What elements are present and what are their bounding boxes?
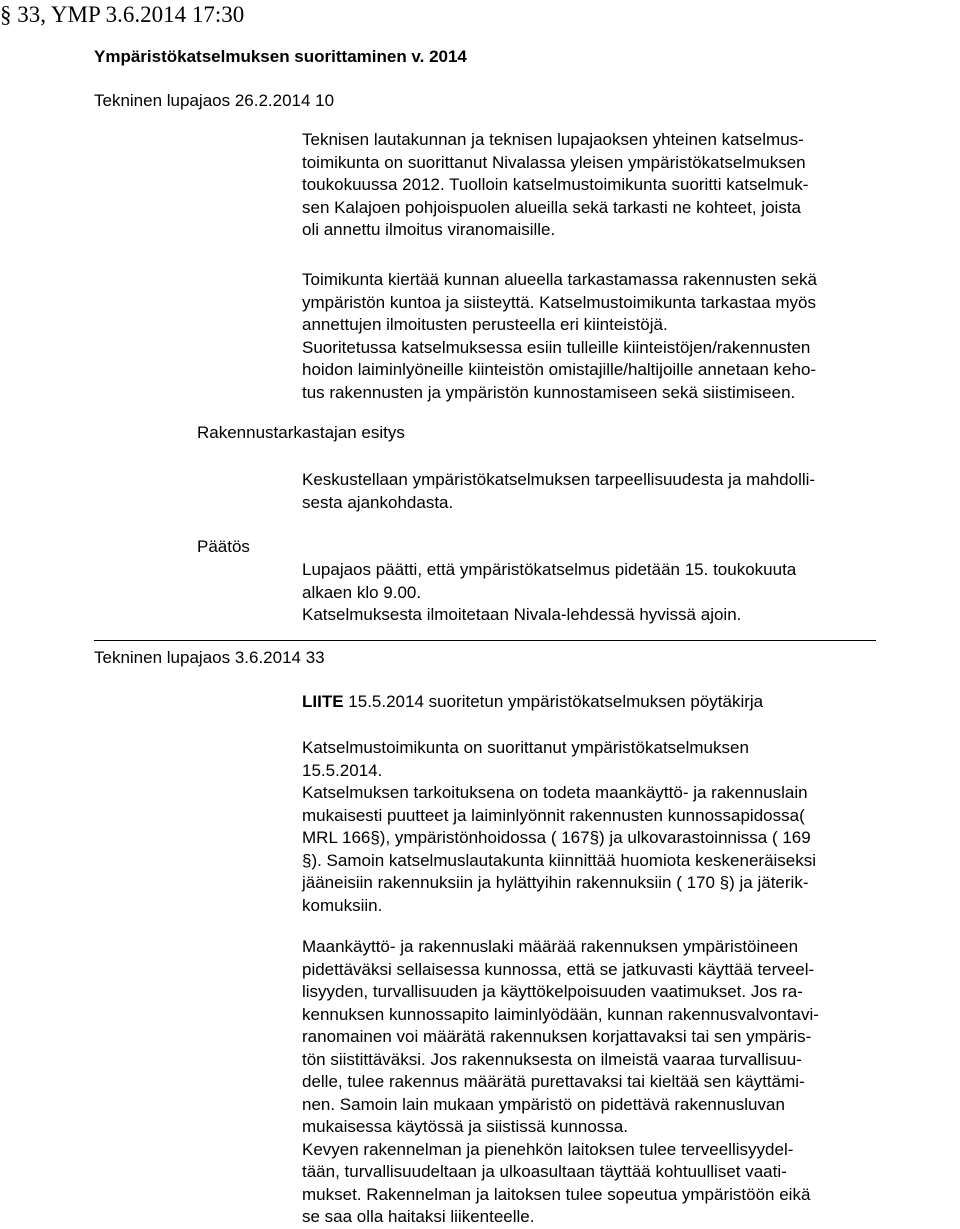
- text-line: Katselmuksesta ilmoitetaan Nivala-lehdessä hyvissä ajoin.: [302, 605, 742, 624]
- text-line: Toimikunta kiertää kunnan alueella tarkastamassa rakennusten sekä: [302, 270, 818, 289]
- text-line: Katselmuksen tarkoituksena on todeta maankäyttö- ja rakennuslain: [302, 783, 808, 802]
- text-line: mukaisesti puutteet ja laiminlyönnit rakennusten kunnossapidossa(: [302, 805, 805, 825]
- text-line: toimikunta on suorittanut Nivalassa yleisen ympäristökatselmuksen: [302, 152, 806, 172]
- appendix-label: LIITE: [302, 692, 344, 711]
- appendix-paragraph-1: [302, 737, 902, 917]
- text-line: mukaisessa käytössä ja siistissä kunnossa.: [302, 1117, 628, 1136]
- text-line: se saa olla haitaksi liikenteelle.: [302, 1207, 535, 1226]
- text-line: Suoritetussa katselmuksessa esiin tulleille kiinteistöjen/rakennusten: [302, 337, 811, 357]
- text-line: nen. Samoin lain mukaan ympäristö on pidettävä rakennusluvan: [302, 1094, 785, 1114]
- text-line: oli annettu ilmoitus viranomaisille.: [302, 220, 556, 239]
- text-line: alkaen klo 9.00.: [302, 582, 422, 602]
- text-line: sesta ajankohdasta.: [302, 492, 454, 512]
- text-line: lisyyden, turvallisuuden ja käyttökelpoisuuden vaatimukset. Jos ra-: [302, 982, 803, 1001]
- section-header: § 33, YMP 3.6.2014 17:30: [0, 2, 245, 27]
- text-line: delle, tulee rakennus määrätä purettavaksi tai kieltää sen käyttämi-: [302, 1072, 805, 1091]
- document-title: Ympäristökatselmuksen suorittaminen v. 2014: [94, 47, 467, 66]
- text-line: Teknisen lautakunnan ja teknisen lupajaoksen yhteinen katselmus-: [302, 130, 804, 149]
- text-line: sen Kalajoen pohjoispuolen alueilla sekä tarkasti ne kohteet, joista: [302, 197, 801, 217]
- text-line: pidettäväksi sellaisessa kunnossa, että se jatkuvasti käyttää terveel-: [302, 959, 815, 979]
- text-line: hoidon laiminlyöneille kiinteistön omistajille/haltijoille annetaan keho-: [302, 360, 817, 379]
- appendix-paragraph-2: [302, 936, 902, 1229]
- previous-meeting-ref: Tekninen lupajaos 26.2.2014 10: [94, 91, 335, 110]
- text-line: 15.5.2014.: [302, 760, 383, 780]
- text-line: kennuksen kunnossapito laiminlyödään, kunnan rakennusvalvontavi-: [302, 1004, 819, 1024]
- text-line: MRL 166§), ympäristönhoidossa ( 167§) ja ulkovarastoinnissa ( 169: [302, 828, 811, 847]
- decision-text: [302, 559, 902, 627]
- text-line: komuksiin.: [302, 895, 383, 915]
- current-meeting-ref: Tekninen lupajaos 3.6.2014 33: [94, 648, 325, 667]
- appendix-title: 15.5.2014 suoritetun ympäristökatselmuksen pöytäkirja: [343, 692, 764, 711]
- text-line: Lupajaos päätti, että ympäristökatselmus pidetään 15. toukokuuta: [302, 560, 797, 579]
- proposal-label: Rakennustarkastajan esitys: [197, 423, 405, 442]
- text-line: ympäristön kuntoa ja siisteyttä. Katselmustoimikunta tarkastaa myös: [302, 292, 816, 312]
- text-line: jääneisiin rakennuksiin ja hylättyihin rakennuksiin ( 170 §) ja jäterik-: [302, 873, 809, 892]
- intro-paragraph-1: [302, 129, 902, 242]
- text-line: Maankäyttö- ja rakennuslaki määrää rakennuksen ympäristöineen: [302, 937, 799, 956]
- text-line: Keskustellaan ympäristökatselmuksen tarpeellisuudesta ja mahdolli-: [302, 470, 816, 489]
- text-line: Katselmustoimikunta on suorittanut ympäristökatselmuksen: [302, 738, 749, 757]
- decision-label: Päätös: [197, 537, 250, 556]
- text-line: tään, turvallisuudeltaan ja ulkoasultaan täyttää kohtuulliset vaati-: [302, 1162, 787, 1181]
- text-line: ranomainen voi määrätä rakennuksen korjattavaksi tai sen ympäris-: [302, 1027, 812, 1046]
- text-line: Kevyen rakennelman ja pienehkön laitoksen tulee terveellisyydel-: [302, 1139, 794, 1159]
- text-line: §). Samoin katselmuslautakunta kiinnittää huomiota keskeneräiseksi: [302, 850, 817, 870]
- section-divider: [94, 640, 876, 641]
- text-line: annettujen ilmoitusten perusteella eri kiinteistöjä.: [302, 315, 668, 334]
- intro-paragraph-2: [302, 269, 902, 404]
- text-line: toukokuussa 2012. Tuolloin katselmustoimikunta suoritti katselmuk-: [302, 175, 809, 194]
- text-line: tus rakennusten ja ympäristön kunnostamiseen sekä siistimiseen.: [302, 382, 796, 402]
- text-line: tön siistittäväksi. Jos rakennuksesta on ilmeistä vaaraa turvallisuu-: [302, 1049, 802, 1069]
- text-line: mukset. Rakennelman ja laitoksen tulee sopeutua ympäristöön eikä: [302, 1184, 811, 1204]
- proposal-text: [302, 469, 902, 514]
- appendix-heading: [302, 691, 902, 714]
